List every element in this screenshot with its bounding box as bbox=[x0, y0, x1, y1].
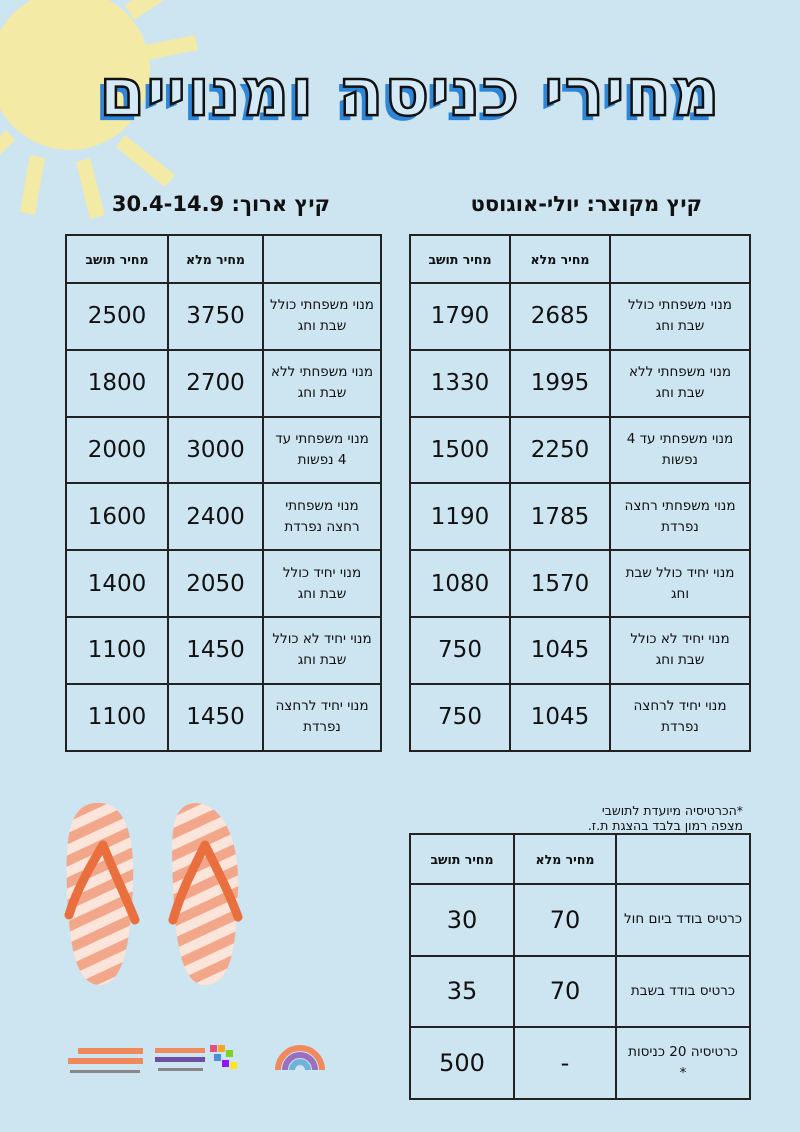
resident-price-header: מחיר תושב bbox=[410, 235, 510, 283]
full-price: 1995 bbox=[510, 350, 610, 417]
table-row bbox=[66, 283, 381, 350]
row-label: מנוי משפחתי עד 4 נפשות bbox=[610, 417, 750, 484]
row-label: מנוי משפחתי כולל שבת וחג bbox=[610, 283, 750, 350]
flip-flops-icon bbox=[55, 795, 255, 995]
table-row bbox=[410, 684, 750, 751]
resident-price: 35 bbox=[410, 956, 514, 1028]
label-header bbox=[610, 235, 750, 283]
table-row bbox=[66, 617, 381, 684]
full-price: 2050 bbox=[168, 550, 263, 617]
resident-price: 750 bbox=[410, 617, 510, 684]
full-price: 3000 bbox=[168, 417, 263, 484]
table-header-row bbox=[410, 235, 750, 283]
resident-price: 30 bbox=[410, 884, 514, 956]
row-label: מנוי משפחתי כולל שבת וחג bbox=[263, 283, 381, 350]
resident-price: 1600 bbox=[66, 483, 168, 550]
resident-price: 1100 bbox=[66, 684, 168, 751]
row-label: מנוי יחיד לרחצה נפרדת bbox=[263, 684, 381, 751]
resident-price: 2000 bbox=[66, 417, 168, 484]
full-price: 2700 bbox=[168, 350, 263, 417]
resident-price: 1400 bbox=[66, 550, 168, 617]
full-price: 3750 bbox=[168, 283, 263, 350]
full-price-header: מחיר מלא bbox=[510, 235, 610, 283]
row-label: מנוי יחיד כולל שבת וחג bbox=[610, 550, 750, 617]
resident-price: 750 bbox=[410, 684, 510, 751]
short-summer-heading: קיץ מקוצר: יולי-אוגוסט bbox=[470, 192, 702, 216]
full-price: 1045 bbox=[510, 684, 610, 751]
table-row bbox=[410, 617, 750, 684]
table-row bbox=[66, 417, 381, 484]
resident-price: 1330 bbox=[410, 350, 510, 417]
community-center-logo bbox=[270, 1030, 330, 1080]
full-price: 1450 bbox=[168, 617, 263, 684]
label-header bbox=[616, 834, 750, 884]
full-price: 1570 bbox=[510, 550, 610, 617]
resident-price: 1500 bbox=[410, 417, 510, 484]
partner-logo bbox=[58, 1044, 148, 1080]
row-label: מנוי משפחתי ללא שבת וחג bbox=[610, 350, 750, 417]
row-label: מנוי יחיד לא כולל שבת וחג bbox=[263, 617, 381, 684]
full-price: 1045 bbox=[510, 617, 610, 684]
full-price: - bbox=[514, 1027, 616, 1099]
full-price: 1450 bbox=[168, 684, 263, 751]
table-row bbox=[410, 483, 750, 550]
row-label: כרטיס בודד ביום חול bbox=[616, 884, 750, 956]
table-row bbox=[410, 1027, 750, 1099]
table-row bbox=[410, 417, 750, 484]
table-row bbox=[410, 884, 750, 956]
resident-price: 1790 bbox=[410, 283, 510, 350]
company-logo bbox=[150, 1040, 245, 1080]
row-label: מנוי יחיד לא כולל שבת וחג bbox=[610, 617, 750, 684]
row-label: מנוי משפחתי רחצה נפרדת bbox=[610, 483, 750, 550]
short-summer-table bbox=[409, 234, 751, 752]
row-label: מנוי יחיד כולל שבת וחג bbox=[263, 550, 381, 617]
full-price-header: מחיר מלא bbox=[168, 235, 263, 283]
table-row bbox=[410, 283, 750, 350]
ticket-note-line-1: *הכרטיסיה מיועדת לתושבי bbox=[601, 803, 743, 818]
table-header-row bbox=[410, 834, 750, 884]
ticket-note-line-2: מצפה רמון בלבד בהצגת ת.ז. bbox=[587, 818, 743, 833]
table-row bbox=[410, 550, 750, 617]
table-header-row bbox=[66, 235, 381, 283]
resident-price: 500 bbox=[410, 1027, 514, 1099]
resident-price-header: מחיר תושב bbox=[410, 834, 514, 884]
resident-price: 2500 bbox=[66, 283, 168, 350]
resident-price-header: מחיר תושב bbox=[66, 235, 168, 283]
row-label: מנוי משפחתי עד 4 נפשות bbox=[263, 417, 381, 484]
table-row bbox=[66, 350, 381, 417]
table-row bbox=[66, 483, 381, 550]
row-label: מנוי משפחתי ללא שבת וחג bbox=[263, 350, 381, 417]
table-row bbox=[410, 956, 750, 1028]
full-price: 70 bbox=[514, 956, 616, 1028]
full-price: 1785 bbox=[510, 483, 610, 550]
resident-price: 1800 bbox=[66, 350, 168, 417]
row-label: כרטיס בודד בשבת bbox=[616, 956, 750, 1028]
long-summer-heading: קיץ ארוך: 30.4-14.9 bbox=[111, 192, 330, 216]
resident-price: 1190 bbox=[410, 483, 510, 550]
resident-price: 1100 bbox=[66, 617, 168, 684]
full-price: 2250 bbox=[510, 417, 610, 484]
full-price: 2400 bbox=[168, 483, 263, 550]
tickets-table bbox=[409, 833, 751, 1100]
table-row bbox=[66, 684, 381, 751]
resident-price: 1080 bbox=[410, 550, 510, 617]
table-row bbox=[410, 350, 750, 417]
row-label: כרטיסיה 20 כניסות * bbox=[616, 1027, 750, 1099]
full-price: 2685 bbox=[510, 283, 610, 350]
label-header bbox=[263, 235, 381, 283]
long-summer-table bbox=[65, 234, 382, 752]
row-label: מנוי משפחתי רחצה נפרדת bbox=[263, 483, 381, 550]
page-title: מחירי כניסה ומנויים bbox=[99, 54, 721, 131]
full-price-header: מחיר מלא bbox=[514, 834, 616, 884]
row-label: מנוי יחיד לרחצה נפרדת bbox=[610, 684, 750, 751]
ticket-note bbox=[588, 803, 743, 833]
table-row bbox=[66, 550, 381, 617]
full-price: 70 bbox=[514, 884, 616, 956]
